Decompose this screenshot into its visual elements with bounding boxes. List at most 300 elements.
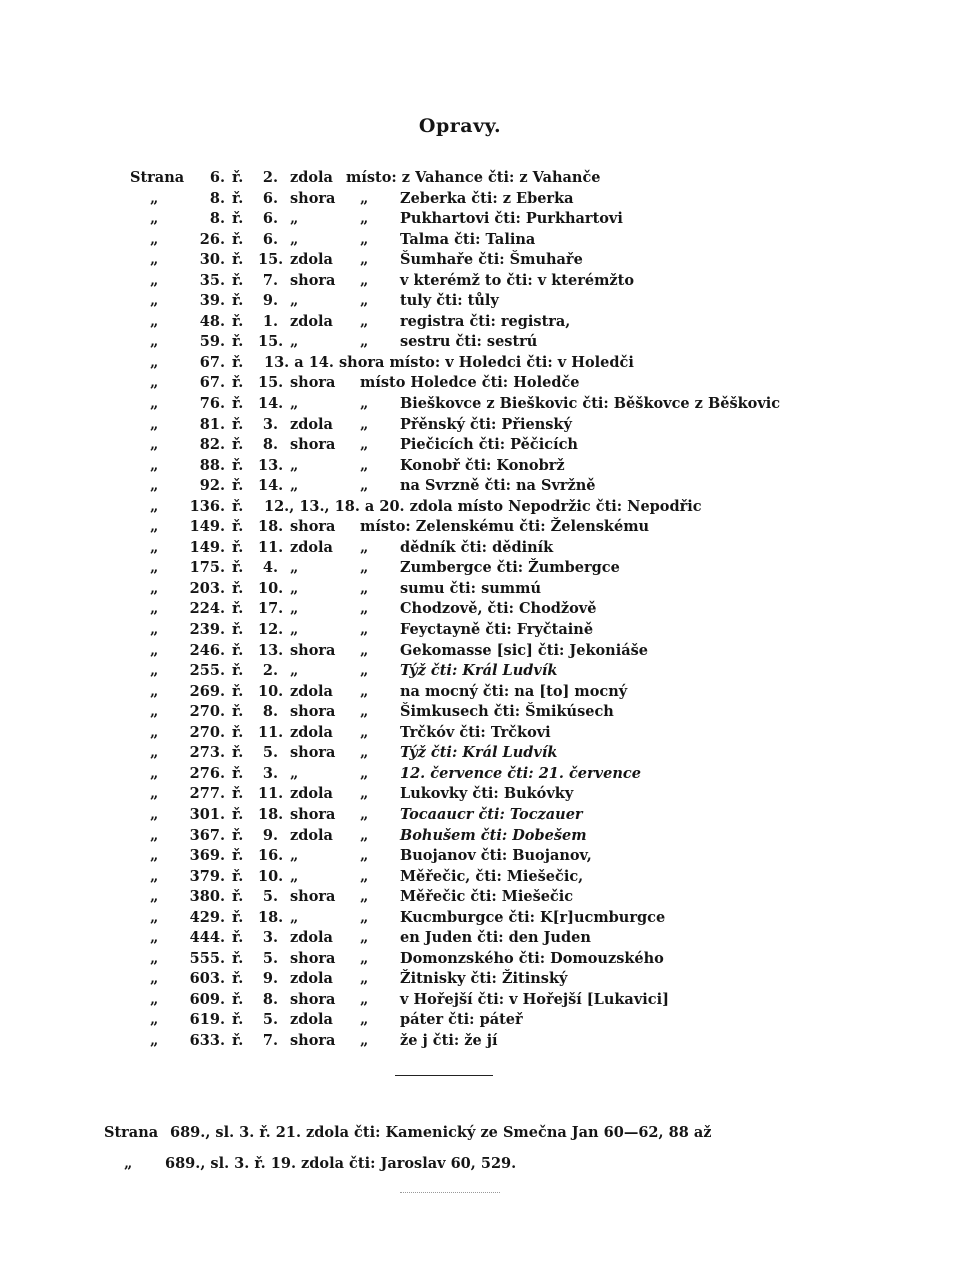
direction: shora: [290, 990, 336, 1008]
line-number: 7.: [262, 1031, 278, 1049]
print-speck: [400, 1192, 500, 1194]
ditto-mark: „: [360, 415, 369, 433]
direction: zdola: [290, 682, 333, 700]
ditto-mark: „: [150, 497, 159, 515]
page-number: 633.: [189, 1031, 225, 1049]
direction: shora: [290, 949, 336, 967]
correction-text: že j čti: že jí: [400, 1031, 498, 1049]
page-number: 603.: [189, 970, 225, 988]
line-number: 4.: [262, 559, 278, 577]
direction: shora: [290, 436, 336, 454]
ditto-mark: „: [360, 559, 369, 577]
correction-text: Gekomasse [sic] čti: Jekoniáše: [400, 641, 649, 659]
ditto-mark: „: [150, 477, 159, 495]
line-abbrev: ř.: [232, 723, 244, 741]
direction: zdola: [290, 1011, 333, 1029]
ditto-mark: „: [150, 744, 159, 762]
ditto-mark: „: [360, 456, 369, 474]
errata-row: [0, 846, 960, 867]
errata-row: [0, 949, 960, 970]
page-number: 149.: [189, 518, 225, 536]
ditto-mark: „: [360, 888, 369, 906]
correction-text: Feyctayně čti: Fryčtaině: [400, 621, 594, 639]
line-number: 15.: [258, 333, 284, 351]
errata-row: [0, 702, 960, 723]
line-abbrev: ř.: [232, 374, 244, 392]
line-number: 14.: [258, 477, 284, 495]
errata-row: [0, 990, 960, 1011]
ditto-mark: „: [360, 826, 369, 844]
line-abbrev: ř.: [232, 805, 244, 823]
line-number: 8.: [262, 990, 278, 1008]
errata-row: [0, 189, 960, 210]
direction: „: [290, 477, 299, 495]
page-number: 273.: [189, 744, 225, 762]
page-number: 239.: [189, 621, 225, 639]
ditto-mark: „: [360, 333, 369, 351]
direction: „: [290, 867, 299, 885]
page-number: 81.: [199, 415, 225, 433]
errata-row: [0, 332, 960, 353]
page-number: 269.: [189, 682, 225, 700]
errata-row: [0, 271, 960, 292]
line-abbrev: ř.: [232, 703, 244, 721]
direction: zdola: [290, 251, 333, 269]
correction-text: Zeberka čti: z Eberka: [400, 189, 574, 207]
errata-row: [0, 826, 960, 847]
correction-text: Žitnisky čti: Žitinský: [400, 970, 568, 988]
direction: „: [290, 333, 299, 351]
ditto-mark: „: [150, 888, 159, 906]
line-abbrev: ř.: [232, 292, 244, 310]
line-number: 13.: [258, 641, 284, 659]
footer-label: „: [124, 1155, 133, 1172]
line-abbrev: ř.: [232, 251, 244, 269]
errata-row: [0, 682, 960, 703]
correction-text: Zumbergce čti: Žumbergce: [400, 559, 620, 577]
line-abbrev: ř.: [232, 847, 244, 865]
correction-text: místo: z Vahance čti: z Vahanče: [346, 169, 601, 186]
line-number: 2.: [262, 662, 278, 680]
errata-row: [0, 723, 960, 744]
ditto-mark: „: [150, 559, 159, 577]
ditto-mark: „: [150, 908, 159, 926]
page-number: 444.: [189, 929, 225, 947]
line-abbrev: ř.: [232, 436, 244, 454]
direction: zdola: [290, 826, 333, 844]
direction: shora: [290, 805, 336, 823]
correction-text: v kterémž to čti: v kterémžto: [400, 271, 635, 289]
line-number: 11.: [258, 723, 284, 741]
ditto-mark: „: [360, 579, 369, 597]
ditto-mark: „: [150, 662, 159, 680]
page-number: 555.: [189, 949, 225, 967]
direction: shora: [290, 703, 336, 721]
errata-row: [0, 373, 960, 394]
line-number: 10.: [258, 867, 284, 885]
ditto-mark: „: [360, 723, 369, 741]
line-abbrev: ř.: [232, 949, 244, 967]
direction: shora: [290, 189, 336, 207]
direction: „: [290, 292, 299, 310]
errata-row: [0, 1010, 960, 1031]
errata-row: [0, 764, 960, 785]
correction-text: sestru čti: sestrú: [400, 333, 538, 351]
line-number: 18.: [258, 805, 284, 823]
direction: „: [290, 395, 299, 413]
line-number: 2.: [262, 169, 278, 186]
errata-row: [0, 661, 960, 682]
line-number: 3.: [262, 764, 278, 782]
ditto-mark: „: [150, 538, 159, 556]
ditto-mark: „: [360, 662, 369, 680]
direction: shora: [290, 518, 336, 536]
errata-row: [0, 456, 960, 477]
ditto-mark: „: [150, 867, 159, 885]
ditto-mark: „: [360, 312, 369, 330]
errata-row: [0, 969, 960, 990]
correction-text: Talma čti: Talina: [400, 230, 536, 248]
ditto-mark: „: [360, 641, 369, 659]
ditto-mark: „: [360, 929, 369, 947]
line-abbrev: ř.: [232, 189, 244, 207]
ditto-mark: „: [360, 477, 369, 495]
page-number: 380.: [189, 888, 225, 906]
page-number: 76.: [199, 395, 225, 413]
correction-text: Buojanov čti: Buojanov,: [400, 847, 592, 865]
ditto-mark: „: [150, 374, 159, 392]
errata-row: [0, 394, 960, 415]
correction-text: tuly čti: tůly: [400, 292, 499, 310]
correction-text: Chodzově, čti: Chodžově: [400, 600, 597, 618]
direction: zdola: [290, 312, 333, 330]
correction-text: Měřečic čti: Miešečic: [400, 888, 574, 906]
direction: shora: [290, 271, 336, 289]
errata-row: [0, 743, 960, 764]
page-number: 367.: [189, 826, 225, 844]
page-number: 270.: [189, 703, 225, 721]
line-abbrev: ř.: [232, 867, 244, 885]
ditto-mark: „: [360, 949, 369, 967]
line-number: 5.: [262, 888, 278, 906]
line-number: 6.: [262, 189, 278, 207]
ditto-mark: „: [150, 826, 159, 844]
direction: shora: [290, 641, 336, 659]
ditto-mark: „: [360, 908, 369, 926]
footer-label: Strana: [104, 1124, 159, 1141]
ditto-mark: „: [360, 1011, 369, 1029]
line-abbrev: ř.: [232, 662, 244, 680]
ditto-mark: „: [150, 1011, 159, 1029]
line-abbrev: ř.: [232, 456, 244, 474]
correction-text: dědník čti: dědiník: [400, 538, 554, 556]
ditto-mark: „: [150, 251, 159, 269]
page-number: 48.: [199, 312, 225, 330]
page-number: 67.: [199, 374, 225, 392]
direction: zdola: [290, 723, 333, 741]
footer-text: 689., sl. 3. ř. 19. zdola čti: Jaroslav 60, 529.: [165, 1155, 517, 1172]
page-number: 88.: [199, 456, 225, 474]
direction: zdola: [290, 538, 333, 556]
direction: shora: [290, 1031, 336, 1049]
direction: shora: [290, 744, 336, 762]
errata-row: [0, 291, 960, 312]
ditto-mark: „: [360, 682, 369, 700]
line-number: 17.: [258, 600, 284, 618]
correction-text: místo: Zelenskému čti: Želenskému: [360, 518, 650, 536]
errata-row: [0, 908, 960, 929]
page-number: 277.: [189, 785, 225, 803]
line-number: 14.: [258, 395, 284, 413]
ditto-mark: „: [360, 600, 369, 618]
line-number: 8.: [262, 703, 278, 721]
correction-text: sumu čti: summú: [400, 579, 542, 597]
line-abbrev: ř.: [232, 230, 244, 248]
correction-text: Trčkóv čti: Trčkovi: [400, 723, 551, 741]
ditto-mark: „: [360, 189, 369, 207]
errata-list: [0, 168, 960, 1052]
line-abbrev: ř.: [232, 518, 244, 536]
direction: shora: [290, 888, 336, 906]
ditto-mark: „: [360, 805, 369, 823]
direction: „: [290, 579, 299, 597]
ditto-mark: „: [360, 744, 369, 762]
page-number: 59.: [199, 333, 225, 351]
errata-row: [0, 887, 960, 908]
line-abbrev: ř.: [232, 271, 244, 289]
line-number: 18.: [258, 908, 284, 926]
line-abbrev: ř.: [232, 538, 244, 556]
page-number: 35.: [199, 271, 225, 289]
ditto-mark: „: [150, 292, 159, 310]
ditto-mark: „: [360, 764, 369, 782]
ditto-mark: „: [150, 189, 159, 207]
errata-row: [0, 1031, 960, 1052]
correction-text: Pukhartovi čti: Purkhartovi: [400, 210, 623, 228]
ditto-mark: „: [150, 929, 159, 947]
errata-row: [0, 928, 960, 949]
direction: shora: [290, 374, 336, 392]
ditto-mark: „: [360, 1031, 369, 1049]
errata-row: [0, 415, 960, 436]
correction-text: Týž čti: Král Ludvík: [400, 662, 558, 680]
errata-row: [0, 538, 960, 559]
page-number: 276.: [189, 764, 225, 782]
ditto-mark: „: [360, 436, 369, 454]
line-number: 5.: [262, 949, 278, 967]
line-number: 9.: [262, 826, 278, 844]
page-number: 203.: [189, 579, 225, 597]
line-abbrev: ř.: [232, 621, 244, 639]
direction: „: [290, 621, 299, 639]
ditto-mark: „: [360, 230, 369, 248]
errata-row: [0, 209, 960, 230]
ditto-mark: „: [360, 867, 369, 885]
line-number: 11.: [258, 785, 284, 803]
line-number: 9.: [262, 970, 278, 988]
correction-text: páter čti: páteř: [400, 1011, 523, 1029]
ditto-mark: „: [150, 210, 159, 228]
page-number: 255.: [189, 662, 225, 680]
ditto-mark: „: [360, 395, 369, 413]
page-number: 8.: [209, 189, 225, 207]
line-number: 10.: [258, 682, 284, 700]
line-number: 13.: [258, 456, 284, 474]
line-number: 1.: [262, 312, 278, 330]
ditto-mark: „: [360, 292, 369, 310]
correction-text: registra čti: registra,: [400, 312, 571, 330]
direction: „: [290, 230, 299, 248]
ditto-mark: „: [360, 538, 369, 556]
page-number: 149.: [189, 538, 225, 556]
correction-text: Šumhaře čti: Šmuhaře: [400, 251, 583, 269]
correction-text: Přěnský čti: Přienský: [400, 415, 572, 433]
errata-row: [0, 353, 960, 374]
ditto-mark: „: [150, 518, 159, 536]
line-abbrev: ř.: [232, 312, 244, 330]
errata-row: [0, 168, 960, 189]
errata-row: [0, 579, 960, 600]
line-abbrev: ř.: [232, 210, 244, 228]
ditto-mark: „: [150, 456, 159, 474]
ditto-mark: „: [360, 703, 369, 721]
ditto-mark: „: [360, 990, 369, 1008]
correction-text: en Juden čti: den Juden: [400, 929, 591, 947]
line-number: 3.: [262, 929, 278, 947]
page-number: 8.: [209, 210, 225, 228]
page-number: 429.: [189, 908, 225, 926]
page-number: 26.: [199, 230, 225, 248]
errata-row: [0, 784, 960, 805]
line-number: 9.: [262, 292, 278, 310]
ditto-mark: „: [150, 436, 159, 454]
page-number: 619.: [189, 1011, 225, 1029]
ditto-mark: „: [150, 703, 159, 721]
line-abbrev: ř.: [232, 682, 244, 700]
line-abbrev: ř.: [232, 579, 244, 597]
line-abbrev: ř.: [232, 744, 244, 762]
correction-text: Kucmburgce čti: K[r]ucmburgce: [400, 908, 666, 926]
direction: zdola: [290, 929, 333, 947]
page-number: 92.: [199, 477, 225, 495]
ditto-mark: „: [150, 353, 159, 371]
ditto-mark: „: [360, 785, 369, 803]
correction-text: Domonzského čti: Domouzského: [400, 949, 664, 967]
ditto-mark: „: [150, 990, 159, 1008]
line-abbrev: ř.: [232, 929, 244, 947]
line-abbrev: ř.: [232, 1011, 244, 1029]
direction: zdola: [290, 169, 333, 186]
page-number: 224.: [189, 600, 225, 618]
errata-row: [0, 620, 960, 641]
correction-text: na mocný čti: na [to] mocný: [400, 682, 628, 700]
direction: zdola: [290, 785, 333, 803]
line-number: 8.: [262, 436, 278, 454]
direction: „: [290, 210, 299, 228]
ditto-mark: „: [150, 949, 159, 967]
correction-text: Bohušem čti: Dobešem: [400, 826, 587, 844]
correction-text: Měřečic, čti: Miešečic,: [400, 867, 584, 885]
line-abbrev: ř.: [232, 559, 244, 577]
line-number: 15.: [258, 374, 284, 392]
correction-text: Lukovky čti: Bukóvky: [400, 785, 574, 803]
ditto-mark: „: [360, 251, 369, 269]
ditto-mark: „: [150, 785, 159, 803]
line-number: 12.: [258, 621, 284, 639]
page-number: 609.: [189, 990, 225, 1008]
ditto-mark: „: [150, 395, 159, 413]
correction-text: Bieškovce z Bieškovic čti: Běškovce z Běškovic: [400, 395, 781, 413]
line-number: 6.: [262, 210, 278, 228]
ditto-mark: „: [150, 312, 159, 330]
direction: „: [290, 600, 299, 618]
ditto-mark: „: [150, 682, 159, 700]
line-abbrev: ř.: [232, 908, 244, 926]
line-abbrev: ř.: [232, 497, 244, 515]
ditto-mark: „: [150, 847, 159, 865]
ditto-mark: „: [360, 271, 369, 289]
line-abbrev: ř.: [232, 826, 244, 844]
line-abbrev: ř.: [232, 888, 244, 906]
direction: zdola: [290, 415, 333, 433]
ditto-mark: „: [150, 579, 159, 597]
errata-row: [0, 641, 960, 662]
line-abbrev: ř.: [232, 764, 244, 782]
direction: „: [290, 559, 299, 577]
errata-row: [0, 599, 960, 620]
errata-row: [0, 867, 960, 888]
ditto-mark: „: [150, 641, 159, 659]
footer-text: 689., sl. 3. ř. 21. zdola čti: Kamenický ze Smečna Jan 60—62, 88 až: [170, 1124, 712, 1141]
errata-row: [0, 250, 960, 271]
ditto-mark: „: [360, 621, 369, 639]
line-number: 3.: [262, 415, 278, 433]
line-abbrev: ř.: [232, 477, 244, 495]
line-abbrev: ř.: [232, 395, 244, 413]
ditto-mark: „: [360, 210, 369, 228]
direction: „: [290, 456, 299, 474]
page-number: 39.: [199, 292, 225, 310]
ditto-mark: „: [150, 805, 159, 823]
direction: „: [290, 662, 299, 680]
direction: „: [290, 847, 299, 865]
ditto-mark: „: [150, 333, 159, 351]
page-number: 246.: [189, 641, 225, 659]
line-abbrev: ř.: [232, 353, 244, 371]
page-number: 6.: [209, 169, 225, 186]
line-number: 7.: [262, 271, 278, 289]
ditto-mark: „: [150, 764, 159, 782]
errata-row: [0, 312, 960, 333]
direction: zdola: [290, 970, 333, 988]
correction-text: Tocaaucr čti: Toczauer: [400, 805, 583, 823]
ditto-mark: „: [360, 847, 369, 865]
ditto-mark: „: [150, 1031, 159, 1049]
correction-text: 13. a 14. shora místo: v Holedci čti: v Holedči: [264, 353, 634, 371]
correction-text: na Svrzně čti: na Svržně: [400, 477, 596, 495]
ditto-mark: „: [150, 415, 159, 433]
page-title: Opravy.: [418, 115, 502, 137]
errata-row: [0, 805, 960, 826]
line-number: 6.: [262, 230, 278, 248]
page-number: 270.: [189, 723, 225, 741]
errata-row: [0, 558, 960, 579]
line-abbrev: ř.: [232, 970, 244, 988]
errata-row: [0, 476, 960, 497]
line-abbrev: ř.: [232, 641, 244, 659]
line-number: 18.: [258, 518, 284, 536]
ditto-mark: „: [150, 723, 159, 741]
